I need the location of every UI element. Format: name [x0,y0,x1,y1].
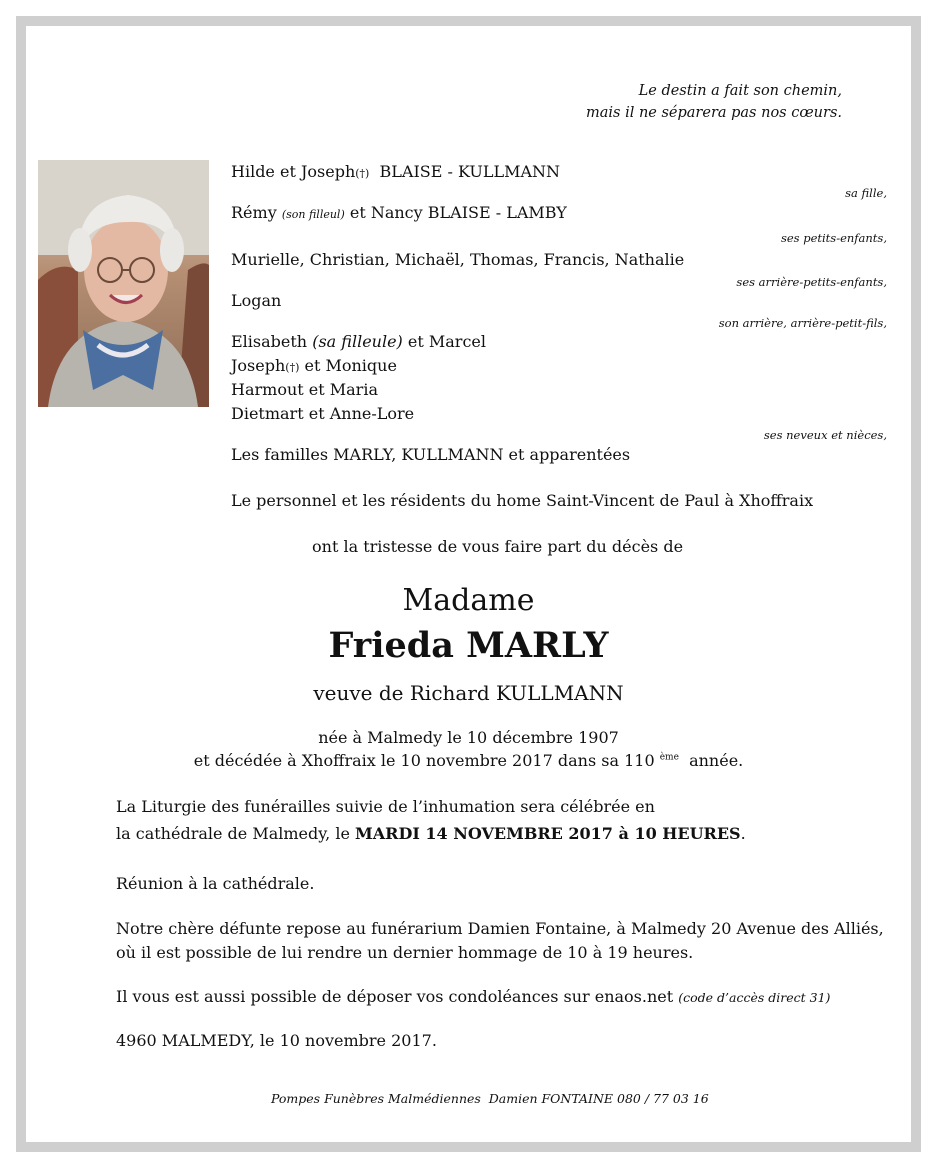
deceased-name: Frieda MARLY [328,625,609,666]
liturgy-line-1: La Liturgie des funérailles suivie de l’inhumation sera célébrée en [116,797,655,816]
announcement-text: ont la tristesse de vous faire part du décès de [312,537,684,556]
dagger-mark: (†) [285,361,300,374]
family-line-4: Logan [231,291,282,310]
goddaughter-note: (sa filleule) [312,332,403,351]
access-code-note: (code d’accès direct 31) [678,990,831,1005]
family-line-8: Dietmart et Anne-Lore [231,404,415,423]
family-line-3: Murielle, Christian, Michaël, Thomas, Francis, Nathalie [231,250,685,269]
name-text: et Nancy BLAISE - LAMBY [349,203,567,222]
footer-funeral-home: Pompes Funèbres Malmédiennes Damien FONTAINE 080 / 77 03 16 [271,1091,709,1106]
place-date-line: 4960 MALMEDY, le 10 novembre 2017. [116,1031,437,1050]
liturgy-text: la cathédrale de Malmedy, le [116,824,350,843]
name-text: Elisabeth [231,332,308,351]
family-line-1 [231,162,560,181]
family-line-6 [231,356,397,375]
meeting-line: Réunion à la cathédrale. [116,874,315,893]
name-text: BLAISE - KULLMANN [379,162,561,181]
family-line-5 [231,332,486,351]
name-text: et Monique [304,356,397,375]
portrait-photo [38,160,209,407]
dagger-mark: (†) [355,167,370,180]
ordinal-suffix: ème [659,752,679,763]
widow-line: veuve de Richard KULLMANN [313,681,624,705]
relation-label: ses arrière-petits-enfants, [736,275,887,289]
death-line [0,751,937,770]
deceased-title: Madame [402,583,535,618]
liturgy-line-2 [116,824,746,843]
name-text: Joseph [231,356,286,375]
godson-note: (son filleul) [281,208,345,221]
condolences-text: Il vous est aussi possible de déposer vos condoléances sur enaos.net [116,987,674,1006]
name-text: et Marcel [407,332,486,351]
birth-line: née à Malmedy le 10 décembre 1907 [318,728,619,747]
condolences-line [116,987,830,1006]
name-text: Hilde et Joseph [231,162,356,181]
death-text: année. [689,751,744,770]
funeral-home-line-2: où il est possible de lui rendre un dernier hommage de 10 à 19 heures. [116,943,694,962]
relation-label: ses neveux et nièces, [763,428,887,442]
epigraph-line: mais il ne séparera pas nos cœurs. [585,105,842,121]
relation-label: son arrière, arrière-petit-fils, [718,316,887,330]
ceremony-datetime: MARDI 14 NOVEMBRE 2017 à 10 HEURES [355,824,741,843]
funeral-home-line-1: Notre chère défunte repose au funérarium Damien Fontaine, à Malmedy 20 Avenue des Alliés, [116,919,884,938]
relation-label: ses petits-enfants, [780,231,887,245]
family-line-7: Harmout et Maria [231,380,378,399]
family-line-10: Le personnel et les résidents du home Saint-Vincent de Paul à Xhoffraix [231,491,814,510]
epigraph [586,80,842,124]
death-text: et décédée à Xhoffraix le 10 novembre 2017 dans sa 110 [193,751,655,770]
family-line-9: Les familles MARLY, KULLMANN et apparentées [231,445,631,464]
relation-label: sa fille, [845,186,887,200]
epigraph-line: Le destin a fait son chemin, [638,83,842,99]
liturgy-text: . [740,824,746,843]
name-text: Rémy [231,203,277,222]
family-line-2 [231,203,567,222]
